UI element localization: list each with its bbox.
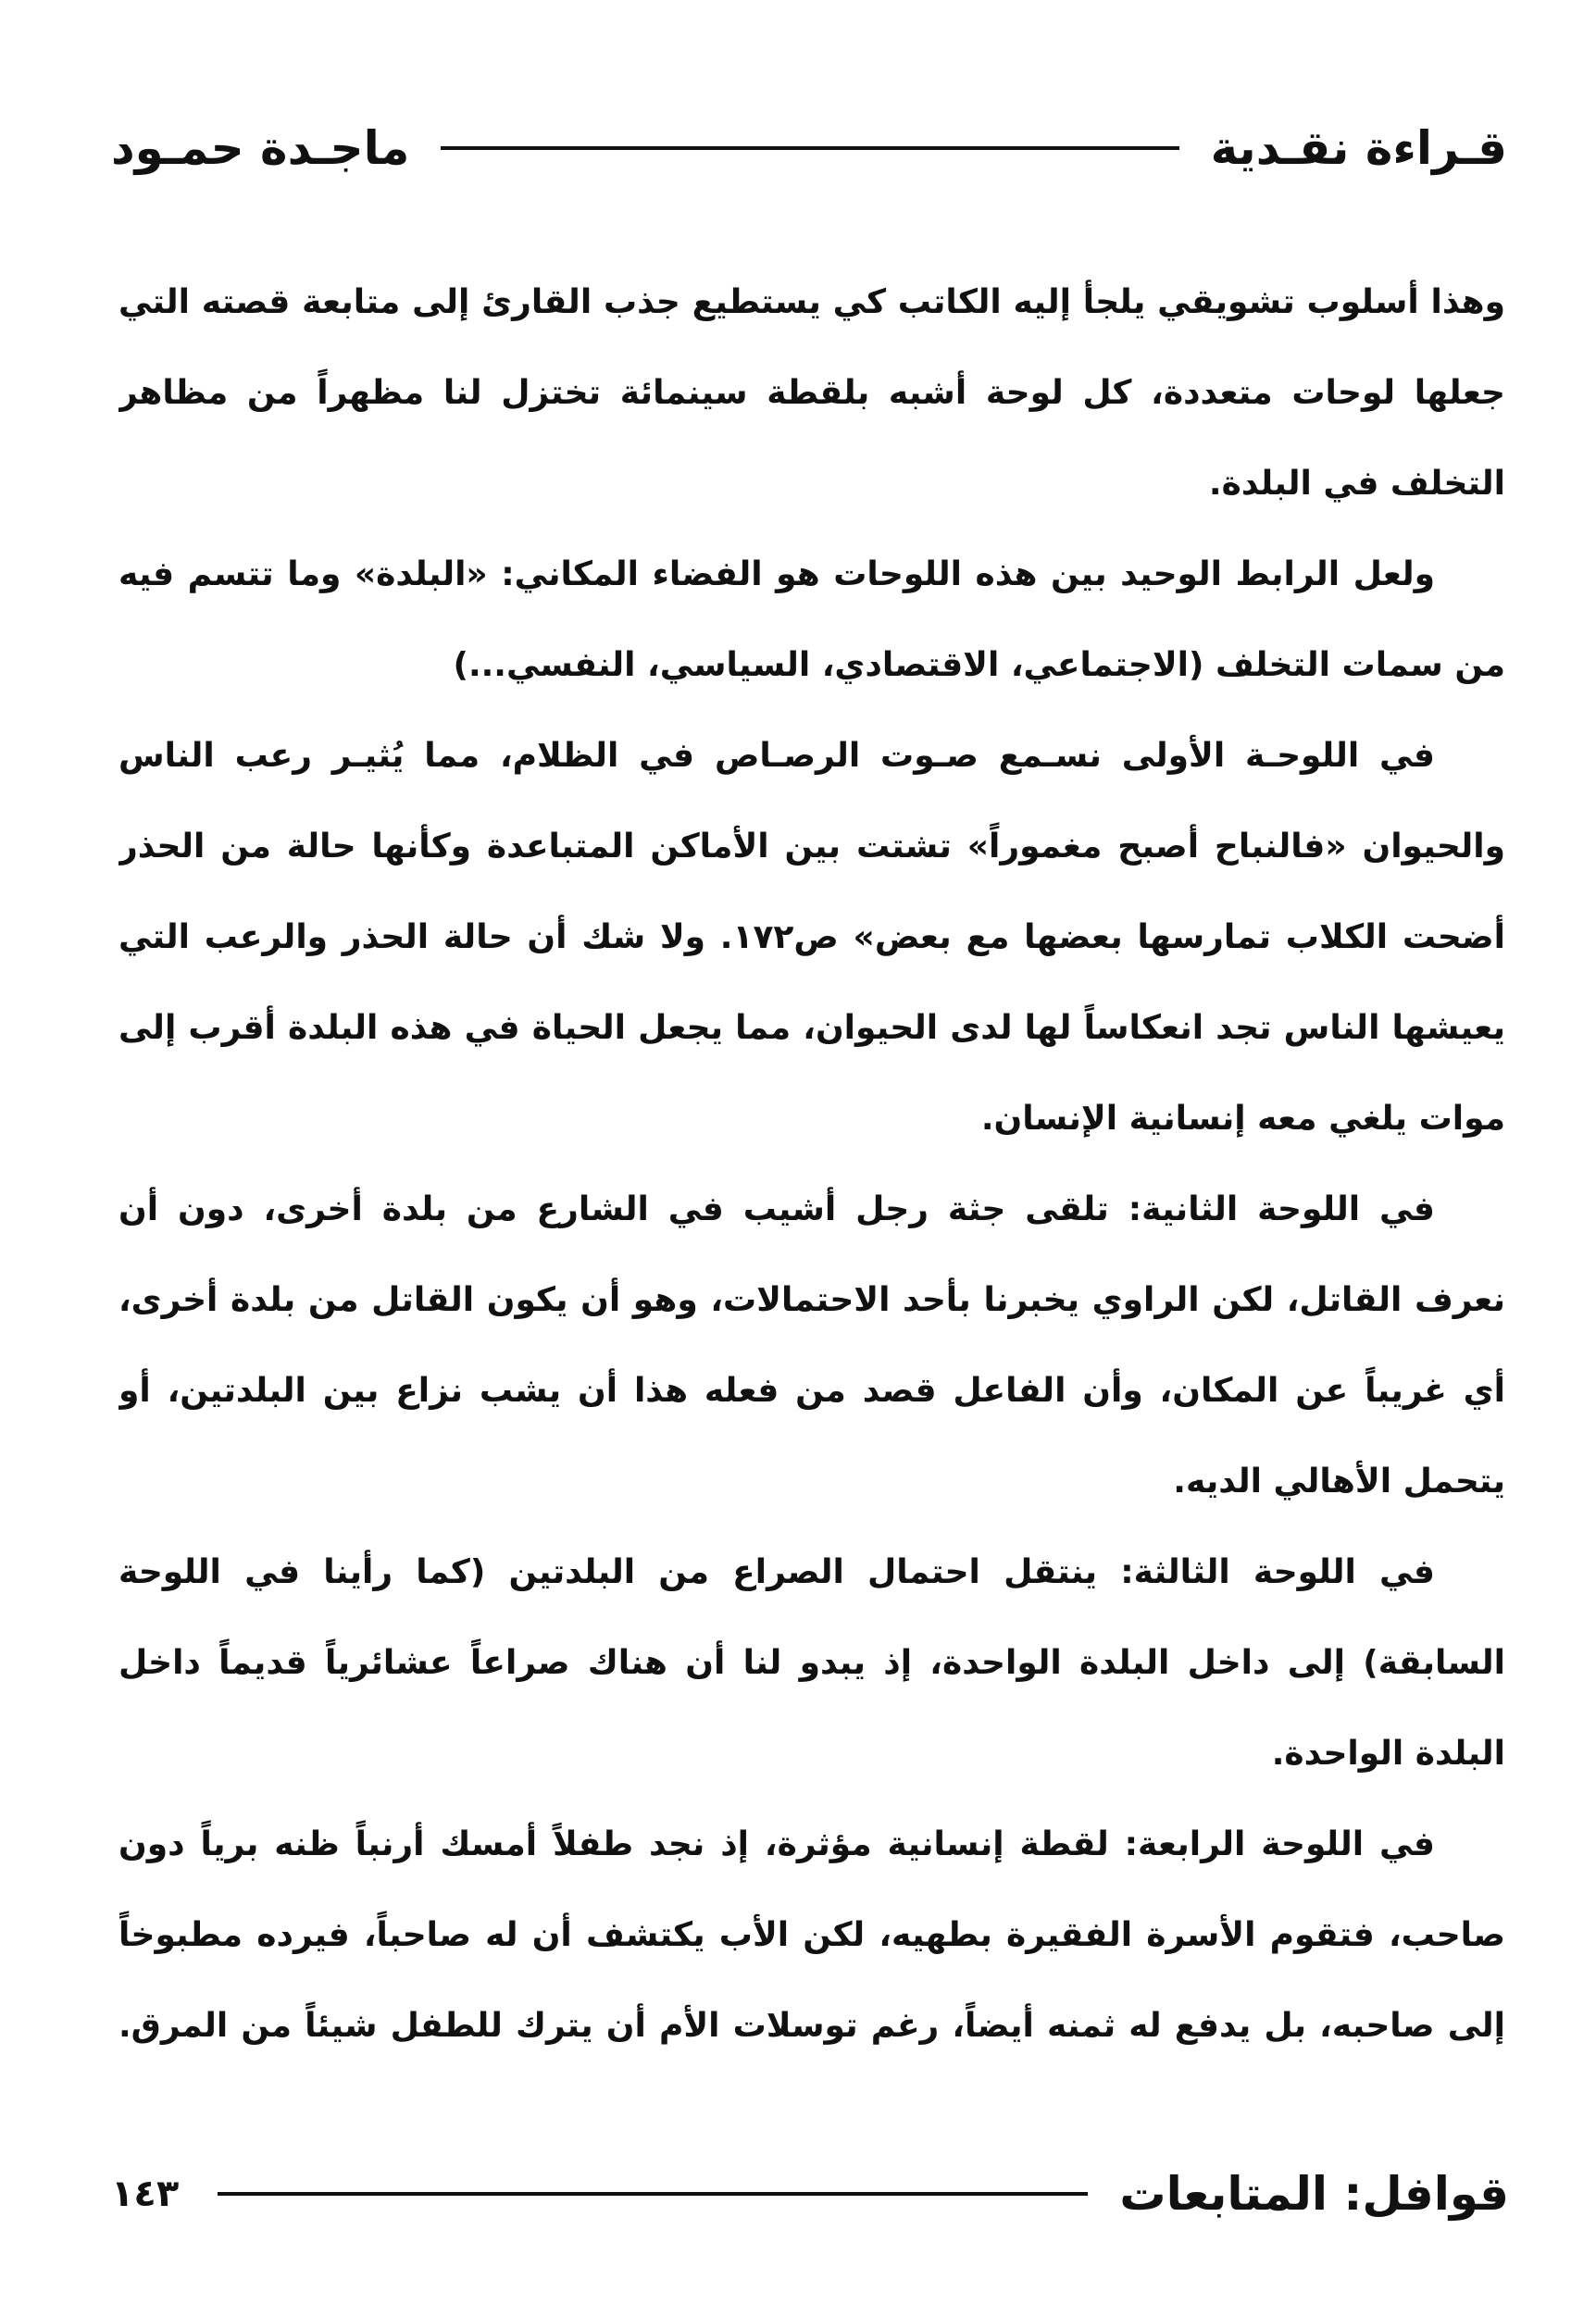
running-footer <box>111 2161 1509 2226</box>
body-text <box>118 257 1505 2072</box>
paragraph: وهذا أسلوب تشويقي يلجأ إليه الكاتب كي يستطيع جذب القارئ إلى متابعة قصته التي جعلها لوحات متعددة، كل لوحة أشبه بلقطة سينمائة تختزل لنا مظهراً من مظاهر التخلف في البلدة. <box>118 283 1505 503</box>
paragraph: في اللوحة الثانية: تلقى جثة رجل أشيب في الشارع من بلدة أخرى، دون أن نعرف القاتل، لكن الراوي يخبرنا بأحد الاحتمالات، وهو أن يكون القاتل من بلدة أخرى، أي غريباً عن المكان، وأن الفاعل قصد من فعله هذا أن يشب نزاع بين البلدتين، أو يتحمل الأهالي الديه. <box>118 1190 1505 1501</box>
page-number: ١٤٣ <box>111 2173 180 2215</box>
footer-journal-title: قوافل: المتابعات <box>1119 2167 1509 2221</box>
footer-rule <box>218 2192 1088 2196</box>
paragraph: في اللوحـة الأولى نسـمع صـوت الرصـاص في الظلام، مما يُثيـر رعب الناس والحيوان «فالنباح أصبح مغموراً» تشتت بين الأماكن المتباعدة وكأنها حالة من الحذر أضحت الكلاب تمارسها بعضها مع بعض» ص١٧٢. ولا شك أن حالة الحذر والرعب التي يعيشها الناس تجد انعكاساً لها لدى الحيوان، مما يجعل الحياة في هذه البلدة أقرب إلى موات يلغي معه إنسانية الإنسان. <box>118 737 1505 1138</box>
paragraph: ولعل الرابط الوحيد بين هذه اللوحات هو الفضاء المكاني: «البلدة» وما تتسم فيه من سمات التخلف (الاجتماعي، الاقتصادي، السياسي، النفسي...) <box>118 555 1505 684</box>
paragraph: في اللوحة الرابعة: لقطة إنسانية مؤثرة، إذ نجد طفلاً أمسك أرنباً ظنه برياً دون صاحب، فتقوم الأسرة الفقيرة بطهيه، لكن الأب يكتشف أن له صاحباً، فيرده مطبوخاً إلى صاحبه، بل يدفع له ثمنه أيضاً، رغم توسلات الأم أن يترك للطفل شيئاً من المرق. <box>118 1825 1505 2045</box>
paragraph: في اللوحة الثالثة: ينتقل احتمال الصراع من البلدتين (كما رأينا في اللوحة السابقة) إلى داخل البلدة الواحدة، إذ يبدو لنا أن هناك صراعاً عشائرياً قديماً داخل البلدة الواحدة. <box>118 1553 1505 1773</box>
header-title: قـراءة نقـدية <box>1210 121 1507 175</box>
header-author: ماجـدة حمـود <box>111 121 410 175</box>
running-header <box>111 111 1507 185</box>
header-rule <box>441 146 1178 150</box>
